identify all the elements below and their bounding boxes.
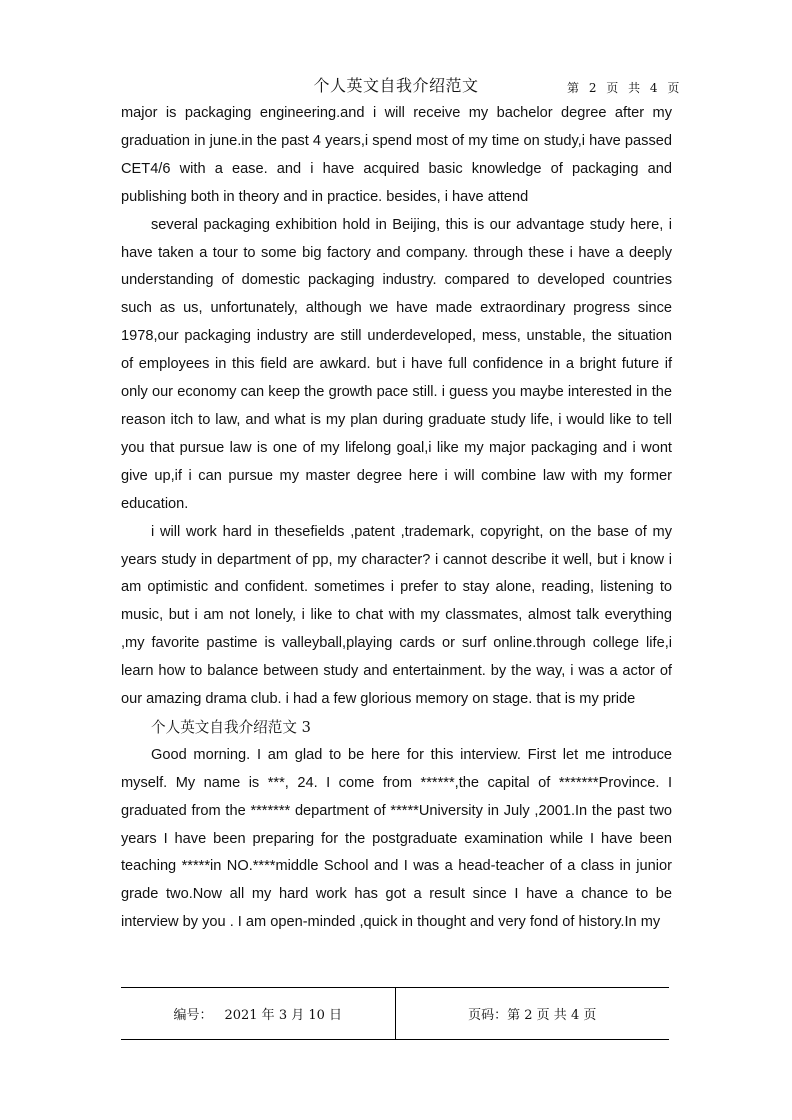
document-body	[121, 100, 672, 937]
footer-date: 2021 年 3 月 10 日	[224, 1008, 343, 1023]
paragraph-3: i will work hard in thesefields ,patent ,trademark, copyright, on the base of my years study in department of pp, my character? i cannot describe it well, but i know i am optimistic and confident. sometimes i prefer to stay alone, reading, listening to music, but i am not lonely, i like to chat with my classmates, almost talk everything ,my favorite pastime is valleyball,playing cards or surf online.through college life,i learn how to balance between study and entertainment. by the way, i was a actor of our amazing drama club. i had a few glorious memory on stage. that is my pride	[121, 523, 672, 708]
document-header-title: 个人英文自我介绍范文	[313, 76, 479, 95]
header-page-indicator: 第 2 页 共 4 页	[567, 81, 683, 95]
paragraph-1: major is packaging engineering.and i will receive my bachelor degree after my graduation in june.in the past 4 years,i spend most of my time on study,i have passed CET4/6 with a ease. and i have acquired basic knowledge of packaging and publishing both in theory and in practice. besides, i have attend	[121, 105, 672, 205]
paragraph-2: several packaging exhibition hold in Beijing, this is our advantage study here, i have taken a tour to some big factory and company. through these i have a deeply understanding of domestic packaging industry. compared to developed countries such as us, unfortunately, although we have made extraordinary progress since 1978,our packaging industry are still underdeveloped, mess, unstable, the situation of employees in this field are awkard. but i have full confidence in a bright future if only our economy can keep the growth pace still. i guess you maybe interested in the reason itch to law, and what is my plan during graduate study life, i would like to tell you that pursue law is one of my lifelong goal,i like my major packaging and i wont give up,if i can pursue my master degree here i will combine law with my former education.	[121, 216, 672, 512]
paragraph-4: Good morning. I am glad to be here for this interview. First let me introduce myself. My name is ***, 24. I come from ******,the capital of *******Province. I graduated from the ******* department of *****University in July ,2001.In the past two years I have been preparing for the postgraduate examination while I have been teaching *****in NO.****middle School and I was a head-teacher of a class in junior grade two.Now all my hard work has got a result since I have a chance to be interview by you . I am open-minded ,quick in thought and very fond of history.In my	[121, 746, 672, 931]
footer-number-cell	[121, 988, 396, 1039]
document-footer	[121, 987, 669, 1040]
footer-page-label: 页码：第 2 页 共 4 页	[468, 1008, 597, 1023]
section-heading: 个人英文自我介绍范文 3	[151, 718, 311, 736]
footer-page-cell	[396, 988, 670, 1039]
footer-number-label: 编号：	[173, 1008, 213, 1023]
